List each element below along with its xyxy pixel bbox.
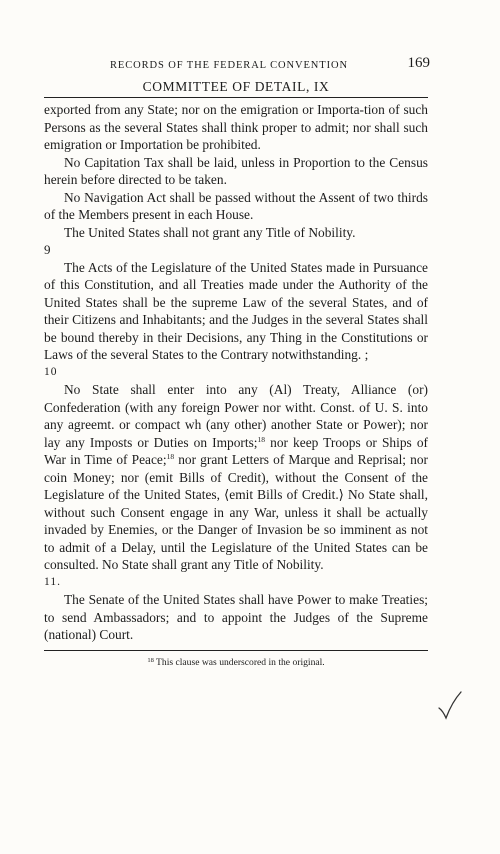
paragraph-navigation-act: No Navigation Act shall be passed without the Assent of two thirds of the Members present in each House. bbox=[44, 189, 428, 222]
page-body bbox=[44, 101, 428, 671]
footnote-rule bbox=[44, 650, 428, 651]
running-title: RECORDS OF THE FEDERAL CONVENTION bbox=[110, 60, 348, 71]
paragraph-state-restrictions bbox=[44, 381, 428, 574]
header-rule bbox=[44, 97, 428, 98]
footnote-marker: 18 bbox=[147, 656, 154, 664]
paragraph-senate-powers: The Senate of the United States shall have Power to make Treaties; to send Ambassadors; and to appoint the Judges of the Supreme (national) Court. bbox=[44, 592, 428, 642]
checkmark-icon bbox=[437, 690, 463, 720]
article-number-11: 11. bbox=[44, 575, 61, 588]
running-head bbox=[44, 52, 428, 74]
paragraph-text-part: No State shall enter into any (Al) Treaty, Alliance (or) Confederation (with any foreign Power nor witht. Const. of U. S. into any agreemt. or compact wh (any other) another State or Power); nor lay any Imposts or Duties on Imports; bbox=[44, 382, 428, 450]
paragraph-supreme-law: The Acts of the Legislature of the United States made in Pursuance of this Constitution, and all Treaties made under the Authority of the United States shall be the supreme Law of the several States, and of their Citizens and Inhabitants; and the Judges in the several States shall be bound thereby in their Decisions, any Thing in the Constitutions or Laws of the several States to the Contrary notwithstanding. ; bbox=[44, 259, 428, 362]
book-page bbox=[44, 52, 428, 671]
footnote-text: This clause was underscored in the original. bbox=[156, 656, 325, 668]
footnote-ref: 18 bbox=[257, 434, 266, 444]
article-number-10: 10 bbox=[44, 365, 58, 378]
footnote bbox=[44, 654, 428, 672]
footnote-ref: 18 bbox=[166, 452, 175, 461]
article-number-9: 9 bbox=[44, 242, 51, 257]
paragraph-text-part: nor keep Troops or Ships of War in Time of Peace; bbox=[44, 434, 428, 467]
page-number: 169 bbox=[407, 55, 430, 71]
paragraph-capitation-tax: No Capitation Tax shall be laid, unless in Proportion to the Census herein before directed to be taken. bbox=[44, 154, 428, 187]
paragraph-continued: exported from any State; nor on the emigration or Importa-tion of such Persons as the several States shall think proper to admit; nor shall such emigration or Importation be prohibited. bbox=[44, 102, 428, 152]
paragraph-text-part: nor grant Letters of Marque and Reprisal; nor coin Money; nor (emit Bills of Credit), without the Consent of the Legislature of the United States, ⟨emit Bills of Credit.⟩ No State shall, without such Consent engage in any War, unless it shall be actually invaded by Enemies, or the Danger of Invasion be so imminent as not to admit of a Delay, until the Legislature of the United States can be consulted. No State shall grant any Title of Nobility. bbox=[44, 452, 428, 572]
paragraph-nobility: The United States shall not grant any Title of Nobility. bbox=[64, 224, 356, 240]
section-title: COMMITTEE OF DETAIL, IX bbox=[142, 79, 330, 94]
